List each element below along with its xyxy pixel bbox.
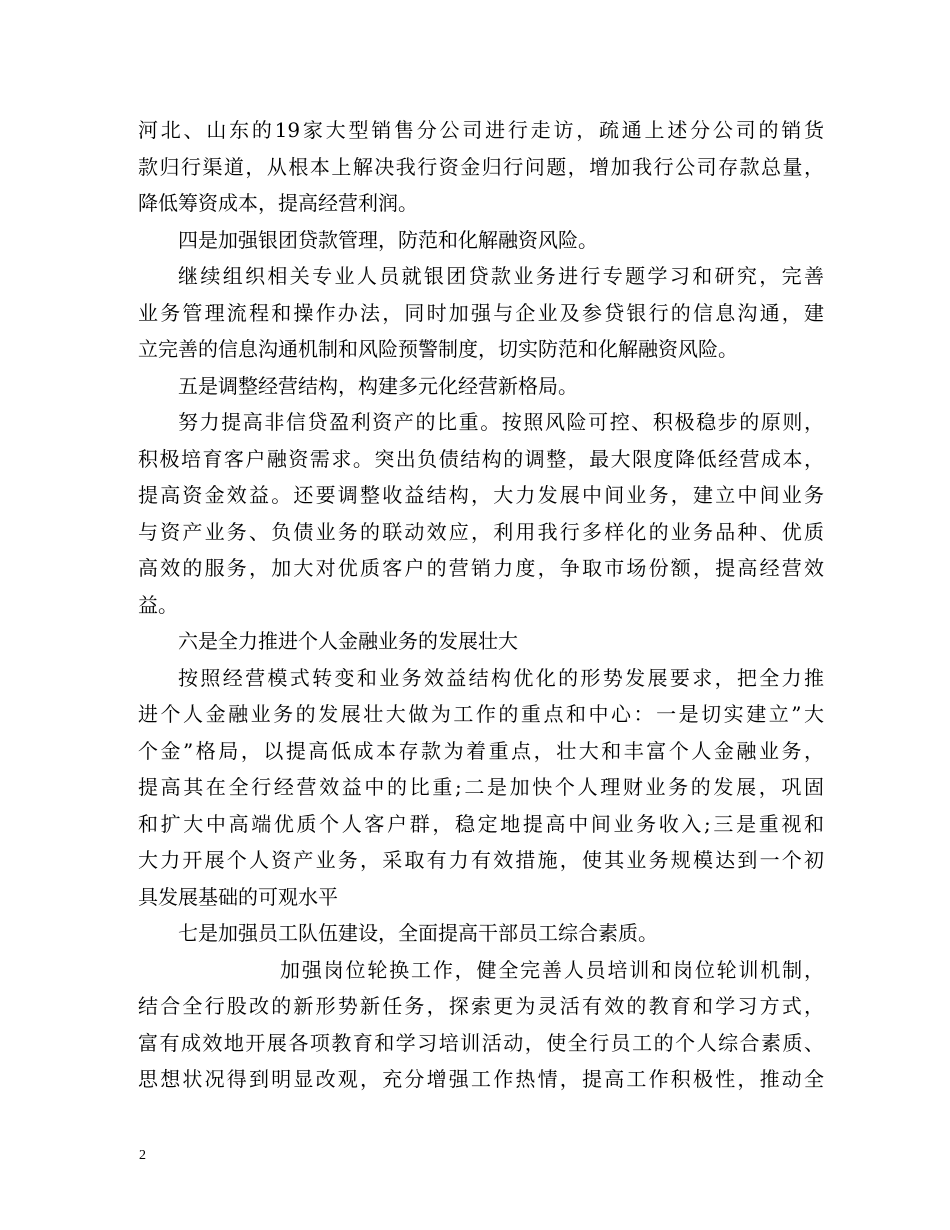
- text-line: 继续组织相关专业人员就银团贷款业务进行专题学习和研究，完善: [178, 264, 824, 288]
- text-line: 积极培育客户融资需求。突出负债结构的调整，最大限度降低经营成本，: [138, 446, 824, 471]
- section-heading: 四是加强银团贷款管理，防范和化解融资风险。: [178, 227, 598, 252]
- text-line: 进个人金融业务的发展壮大做为工作的重点和中心：一是切实建立”大: [138, 702, 824, 726]
- text-line: 思想状况得到明显改观，充分增强工作热情，提高工作积极性，推动全: [138, 1067, 824, 1091]
- text-line: 高效的服务，加大对优质客户的营销力度，争取市场份额，提高经营效: [138, 556, 824, 580]
- text-line: 河北、山东的19家大型销售分公司进行走访，疏通上述分公司的销货: [138, 118, 824, 142]
- body-text: [138, 112, 824, 1098]
- text-line: 提高其在全行经营效益中的比重;二是加快个人理财业务的发展，巩固: [138, 775, 824, 799]
- text-line: 益。: [138, 592, 178, 617]
- text-line: 业务管理流程和操作办法，同时加强与企业及参贷银行的信息沟通，建: [138, 300, 824, 325]
- text-line: 立完善的信息沟通机制和风险预警制度，切实防范和化解融资风险。: [138, 337, 738, 361]
- section-heading: 六是全力推进个人金融业务的发展壮大: [178, 629, 518, 653]
- text-line: 结合全行股改的新形势新任务，探索更为灵活有效的教育和学习方式，: [138, 994, 824, 1018]
- text-line: 个金”格局，以提高低成本存款为着重点，壮大和丰富个人金融业务，: [138, 738, 824, 763]
- text-line: 富有成效地开展各项教育和学习培训活动，使全行员工的个人综合素质、: [138, 1030, 824, 1055]
- text-line: 按照经营模式转变和业务效益结构优化的形势发展要求，把全力推: [178, 665, 824, 690]
- text-line: 款归行渠道，从根本上解决我行资金归行问题，增加我行公司存款总量，: [138, 154, 824, 179]
- text-line: 和扩大中高端优质个人客户群，稳定地提高中间业务收入;三是重视和: [138, 811, 824, 836]
- text-line: 降低筹资成本，提高经营利润。: [138, 191, 418, 215]
- text-line: 与资产业务、负债业务的联动效应，利用我行多样化的业务品种、优质: [138, 519, 824, 544]
- text-line: 大力开展个人资产业务，采取有力有效措施，使其业务规模达到一个初: [138, 848, 824, 872]
- text-line: 具发展基础的可观水平: [138, 884, 338, 909]
- section-heading: 五是调整经营结构，构建多元化经营新格局。: [178, 373, 578, 398]
- page-number: 2: [139, 1148, 146, 1163]
- text-line: 加强岗位轮换工作，健全完善人员培训和岗位轮训机制，: [280, 957, 824, 982]
- text-line: 努力提高非信贷盈利资产的比重。按照风险可控、积极稳步的原则，: [178, 410, 824, 434]
- section-heading: 七是加强员工队伍建设，全面提高干部员工综合素质。: [178, 921, 658, 945]
- text-line: 提高资金效益。还要调整收益结构，大力发展中间业务，建立中间业务: [138, 483, 824, 507]
